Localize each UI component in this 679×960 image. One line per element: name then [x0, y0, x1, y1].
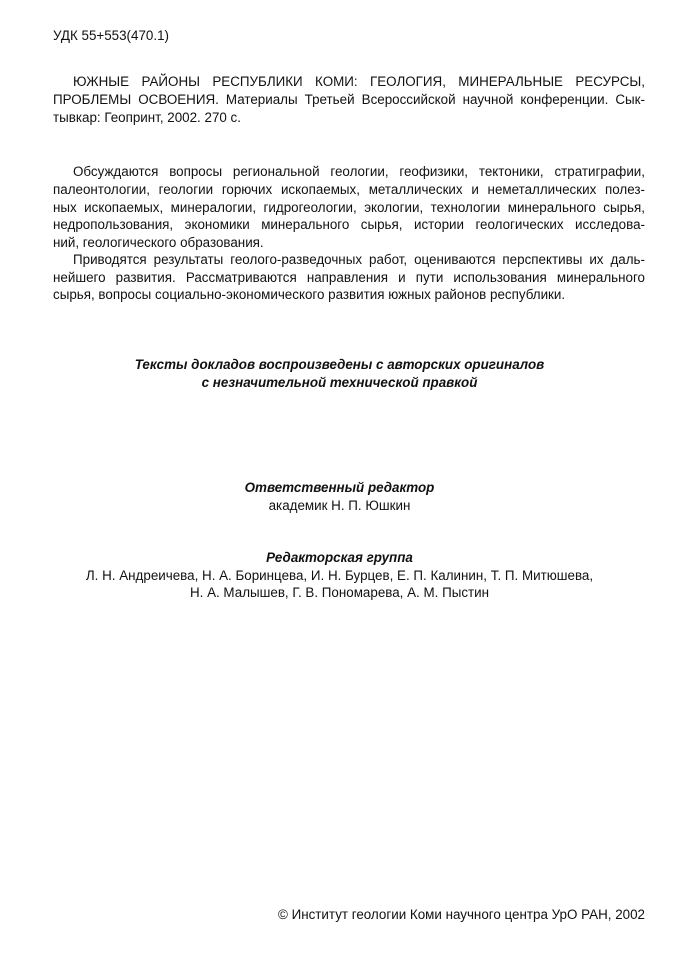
citation-line: ЮЖНЫЕ РАЙОНЫ РЕСПУБЛИКИ КОМИ: ГЕОЛОГИЯ, МИНЕРАЛЬНЫЕ РЕСУРСЫ,: [73, 74, 645, 89]
note-line: Тексты докладов воспроизведены с авторских оригиналов: [134, 357, 545, 372]
abstract-line: сырья, вопросы социально-экономического развития южных районов республики.: [53, 287, 566, 302]
abstract-line: палеонтологии, геологии горючих ископаемых, металлических и неметаллических полез-: [53, 182, 645, 197]
abstract-line: Приводятся результаты геолого-разведочных работ, оцениваются перспективы их даль-: [73, 252, 645, 267]
editorial-group-heading: Редакторская группа: [266, 550, 413, 565]
abstract-line: нейшего развития. Рассматриваются направления и пути использования минерального: [53, 270, 645, 285]
udk-code: УДК 55+553(470.1): [53, 28, 169, 43]
abstract-line: Обсуждаются вопросы региональной геологии, геофизики, тектоники, стратиграфии,: [73, 164, 645, 179]
citation-line: тывкар: Геопринт, 2002. 270 с.: [53, 110, 241, 125]
note-line: с незначительной технической правкой: [201, 375, 478, 390]
editorial-group-members: Л. Н. Андреичева, Н. А. Боринцева, И. Н. Бурцев, Е. П. Калинин, Т. П. Митюшева,: [85, 568, 594, 583]
abstract-line: недропользования, экономики минерального сырья, истории геологических исследова-: [53, 217, 645, 232]
citation-line: ПРОБЛЕМЫ ОСВОЕНИЯ. Материалы Третьей Всероссийской научной конференции. Сык-: [53, 92, 645, 107]
copyright-notice: © Институт геологии Коми научного центра УрО РАН, 2002: [278, 907, 645, 922]
abstract-line: ний, геологического образования.: [53, 235, 264, 250]
abstract-line: ных ископаемых, минералогии, гидрогеологии, экологии, технологии минерального сырья,: [53, 200, 645, 215]
editor-name: академик Н. П. Юшкин: [268, 498, 411, 513]
editor-heading: Ответственный редактор: [244, 480, 435, 495]
editorial-group-members: Н. А. Малышев, Г. В. Пономарева, А. М. Пыстин: [189, 585, 490, 600]
